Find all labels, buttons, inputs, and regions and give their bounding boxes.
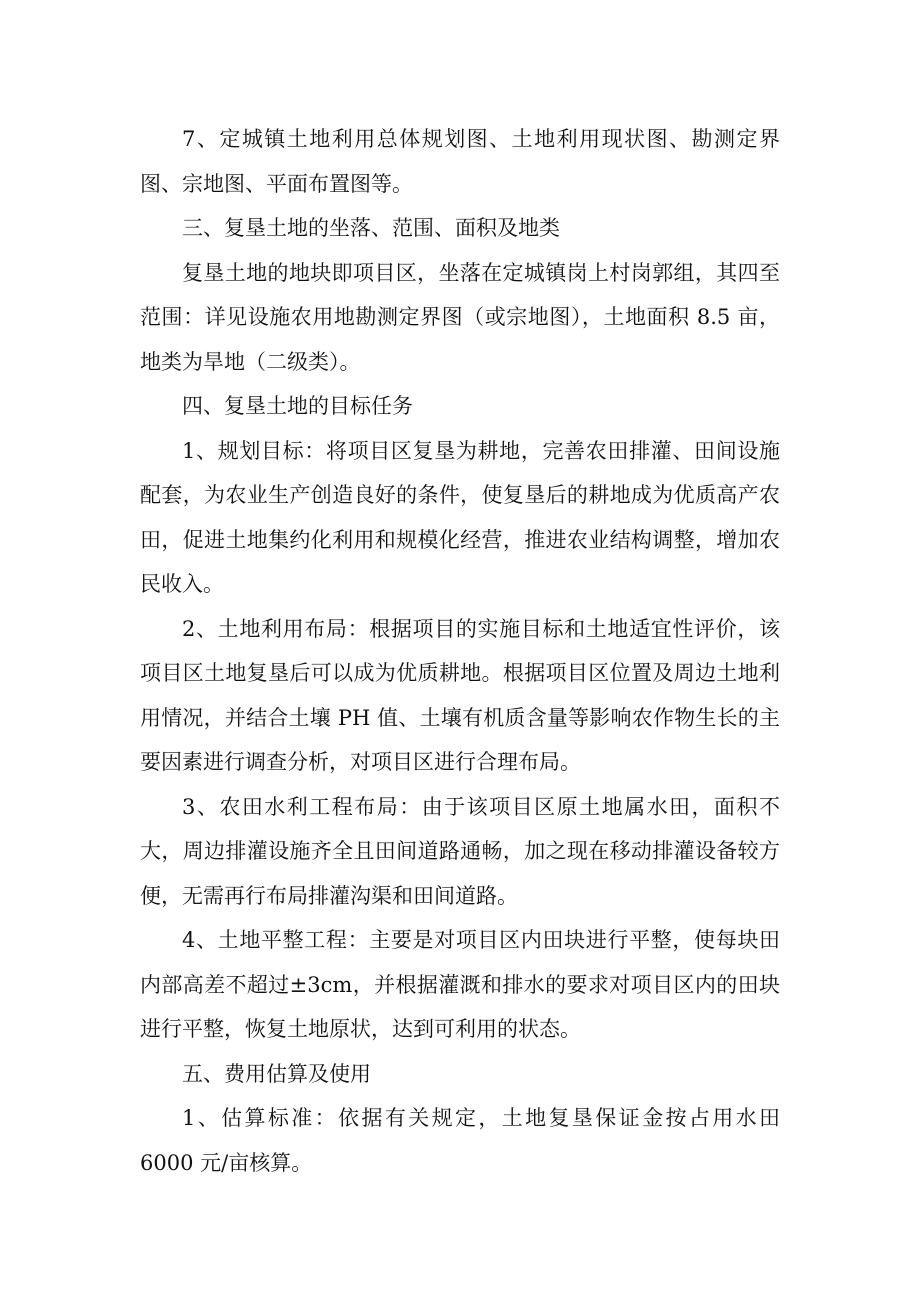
paragraph-planning-goal: 1、规划目标：将项目区复垦为耕地，完善农田排灌、田间设施配套，为农业生产创造良好的条件，使复垦后的耕地成为优质高产农田，促进土地集约化利用和规模化经营，推进农业结构调整，增加农民收入。 <box>140 438 780 596</box>
paragraph-item-7-maps: 7、定城镇土地利用总体规划图、土地利用现状图、勘测定界图、宗地图、平面布置图等。 <box>140 127 780 196</box>
document-body <box>140 117 780 1185</box>
section-heading-5-costs: 五、费用估算及使用 <box>182 1061 371 1086</box>
paragraph-cost-standard: 1、估算标准：依据有关规定，土地复垦保证金按占用水田 6000 元/亩核算。 <box>140 1106 780 1175</box>
paragraph-irrigation-layout: 3、农田水利工程布局：由于该项目区原土地属水田，面积不大，周边排灌设施齐全且田间道路通畅，加之现在移动排灌设备较方便，无需再行布局排灌沟渠和田间道路。 <box>140 794 780 908</box>
paragraph-location-area: 复垦土地的地块即项目区，坐落在定城镇岗上村岗郭组，其四至范围：详见设施农用地勘测定界图（或宗地图），土地面积 8.5 亩，地类为旱地（二级类）。 <box>140 260 780 374</box>
section-heading-3-location: 三、复垦土地的坐落、范围、面积及地类 <box>182 216 560 240</box>
section-heading-4-goals: 四、复垦土地的目标任务 <box>182 394 413 418</box>
paragraph-land-use-layout: 2、土地利用布局：根据项目的实施目标和土地适宜性评价，该项目区土地复垦后可以成为优质耕地。根据项目区位置及周边土地利用情况，并结合土壤 PH 值、土壤有机质含量等影响农作物生长的主要因素进行调查分析，对项目区进行合理布局。 <box>140 616 780 774</box>
paragraph-land-leveling: 4、土地平整工程：主要是对项目区内田块进行平整，使每块田内部高差不超过±3cm，并根据灌溉和排水的要求对项目区内的田块进行平整，恢复土地原状，达到可利用的状态。 <box>140 928 780 1041</box>
